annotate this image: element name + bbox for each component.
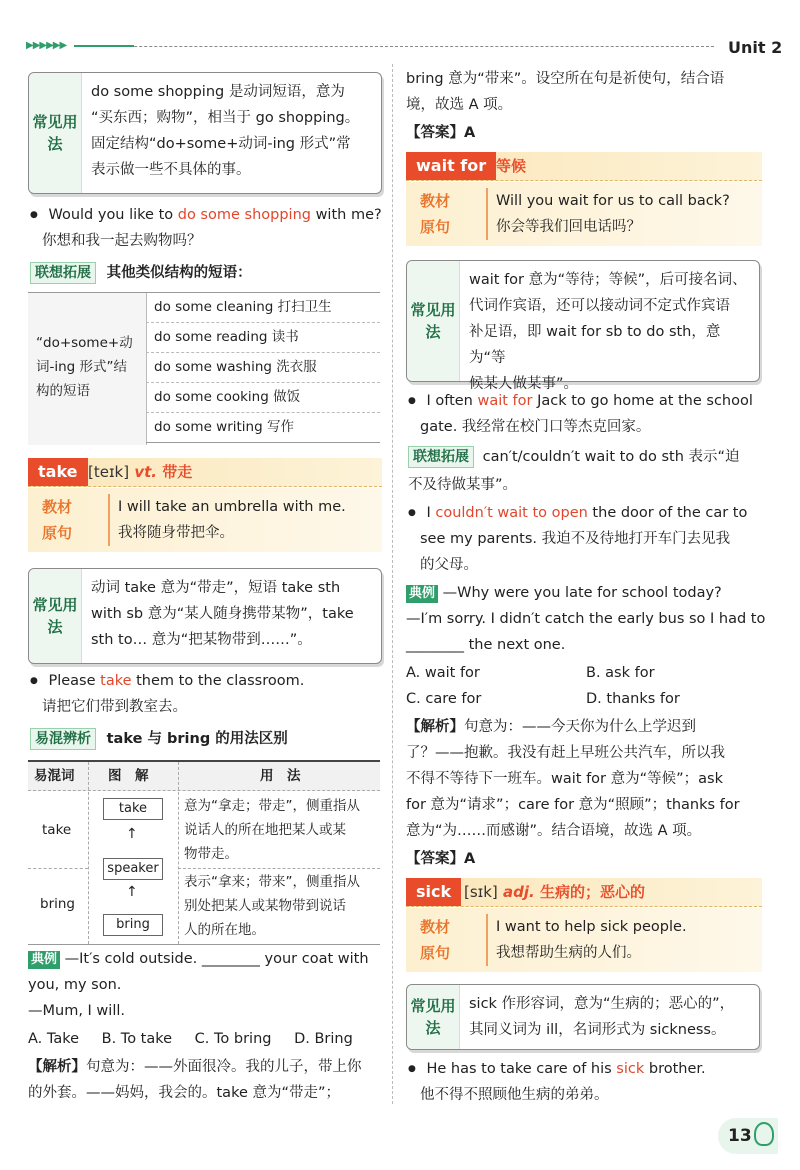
exercise2-line-3: ________ the next one. bbox=[406, 637, 566, 653]
word-bar-wait-for bbox=[406, 152, 762, 181]
phrase-row: do some writing 写作 bbox=[146, 413, 380, 443]
lightbulb-icon bbox=[754, 1122, 774, 1146]
analysis-line-2: 的外套。——妈妈，我会的。take 意为“带走”； bbox=[28, 1085, 341, 1101]
comparison-table bbox=[28, 760, 380, 945]
assoc-heading-2: 联想拓展 can′t/couldn′t wait to do sth 表示“迫 bbox=[408, 444, 740, 470]
example-sentence-3-cont: gate. 我经常在校门口等杰克回家。 bbox=[420, 419, 651, 435]
exercise-line-3: —Mum, I will. bbox=[28, 1003, 125, 1019]
example-translation-1: 你想和我一起去购物吗？ bbox=[42, 233, 202, 249]
usage-text: 动词 take 意为“带走”，短语 take sth with sb 意为“某人随身携带某物”，take sth to… 意为“把某物带到……”。 bbox=[91, 580, 354, 648]
phrase-row: do some washing 洗衣服 bbox=[146, 353, 380, 383]
cmp-usage-take: 意为“拿走；带走”，侧重指从 说话人的所在地把某人或某 物带走。 bbox=[184, 798, 360, 862]
analysis2-line-2: 了？——抱歉。我没有赶上早班公共汽车，所以我 bbox=[406, 745, 725, 761]
example-sentence-3: ● I often wait for Jack to go home at the school bbox=[408, 388, 753, 416]
diagram-arrow: ↑ bbox=[126, 826, 138, 842]
diagram-bring: bring bbox=[103, 914, 163, 936]
diagram-arrow: ↑ bbox=[126, 884, 138, 900]
orig-text: I want to help sick people. 我想帮助生病的人们。 bbox=[486, 914, 687, 966]
word-bar-take bbox=[28, 458, 382, 487]
original-sentence-sick bbox=[406, 908, 762, 972]
cmp-word-bring: bring bbox=[40, 896, 75, 912]
exercise2-option-d: D. thanks for bbox=[586, 691, 680, 707]
word-bar-sick bbox=[406, 878, 762, 907]
original-sentence-take bbox=[28, 488, 382, 552]
word-definition: 等候 bbox=[496, 157, 527, 175]
exercise-line-2: you, my son. bbox=[28, 977, 122, 993]
usage-box-3 bbox=[406, 260, 760, 392]
usage-tag: 常见用法 bbox=[29, 73, 82, 193]
continued-line-2: 境，故选 A 项。 bbox=[406, 97, 513, 113]
diagram-speaker: speaker bbox=[103, 858, 163, 880]
usage-text: sick 作形容词，意为“生病的；恶心的”， 其同义词为 ill，名词形式为 sickness。 bbox=[469, 996, 735, 1038]
cmp-usage-bring: 表示“拿来；带来”，侧重指从 别处把某人或某物带到说话 人的所在地。 bbox=[184, 874, 360, 938]
exercise2-line-2: —I′m sorry. I didn′t catch the early bus so I had to bbox=[406, 611, 766, 627]
word-tag: wait for bbox=[406, 152, 496, 180]
example-sentence-4-cont: see my parents. 我迫不及待地打开车门去见我 bbox=[420, 531, 731, 547]
column-divider bbox=[392, 64, 393, 1104]
page-number: 13 bbox=[728, 1126, 752, 1146]
exercise2-option-a: A. wait for bbox=[406, 665, 480, 681]
header-arrows: ▶▶▶▶▶▶ bbox=[26, 40, 67, 51]
cmp-word-take: take bbox=[42, 822, 72, 838]
example-sentence-1: ● Would you like to do some shopping with me? bbox=[30, 202, 382, 230]
usage-tag: 常见用法 bbox=[407, 985, 460, 1049]
usage-box-4 bbox=[406, 984, 760, 1050]
page-number-badge bbox=[718, 1118, 778, 1154]
word-tag: take bbox=[28, 458, 88, 486]
exercise-options: A. Take B. To take C. To bring D. Bring bbox=[28, 1031, 353, 1047]
analysis-line-1: 【解析】句意为：——外面很冷。我的儿子，带上你 bbox=[28, 1059, 362, 1075]
example-sentence-4-cont2: 的父母。 bbox=[420, 557, 478, 573]
orig-tag: 教材 原句 bbox=[42, 498, 73, 542]
exercise2-option-b: B. ask for bbox=[586, 665, 655, 681]
confuse-heading: 易混辨析 take 与 bring 的用法区别 bbox=[30, 726, 288, 752]
word-definition: [teɪk] vt. 带走 bbox=[88, 463, 193, 481]
phrase-row: do some reading 读书 bbox=[146, 323, 380, 353]
orig-text: Will you wait for us to call back? 你会等我们回电话吗？ bbox=[486, 188, 730, 240]
orig-text: I will take an umbrella with me. 我将随身带把伞。 bbox=[108, 494, 346, 546]
analysis2-line-4: for 意为“请求”；care for 意为“照顾”；thanks for bbox=[406, 797, 740, 813]
usage-text: do some shopping 是动词短语，意为 “买东西；购物”，相当于 go shopping。 固定结构“do+some+动词-ing 形式”常 表示做一些不具体的事。 bbox=[91, 84, 360, 178]
exercise2-option-c: C. care for bbox=[406, 691, 482, 707]
phrase-row: do some cleaning 打扫卫生 bbox=[146, 293, 380, 323]
answer-2: 【答案】A bbox=[406, 851, 476, 867]
exercise2-line-1: 典例 —Why were you late for school today? bbox=[406, 580, 722, 606]
phrase-row: do some cooking 做饭 bbox=[146, 383, 380, 413]
example-sentence-5: ● He has to take care of his sick brother. bbox=[408, 1056, 706, 1084]
usage-box-2 bbox=[28, 568, 382, 664]
usage-box-1 bbox=[28, 72, 382, 194]
right-column bbox=[406, 0, 764, 1170]
assoc-line-2: 不及待做某事”。 bbox=[408, 477, 518, 493]
unit-title: Unit 2 bbox=[728, 38, 783, 57]
orig-tag: 教材 原句 bbox=[420, 918, 451, 962]
phrase-table bbox=[28, 292, 380, 445]
continued-line-1: bring 意为“带来”。设空所在句是祈使句，结合语 bbox=[406, 71, 725, 87]
exercise-line-1: 典例 —It′s cold outside. ________ your coat with bbox=[28, 946, 369, 972]
usage-text: wait for 意为“等待；等候”，后可接名词、 代词作宾语，还可以接动词不定式作宾语 补足语，即 wait for sb to do sth，意为“等 候某人做某事”。 bbox=[469, 272, 747, 392]
example-sentence-4: ● I couldn′t wait to open the door of the car to bbox=[408, 500, 747, 528]
assoc-heading-1: 联想拓展 其他类似结构的短语： bbox=[30, 260, 252, 286]
analysis2-line-5: 意为“为……而感谢”。结合语境，故选 A 项。 bbox=[406, 823, 702, 839]
usage-tag: 常见用法 bbox=[29, 569, 82, 663]
answer-1: 【答案】A bbox=[406, 125, 476, 141]
left-column bbox=[28, 0, 384, 1170]
phrase-table-label: “do+some+动 词-ing 形式”结 构的短语 bbox=[28, 293, 147, 445]
analysis2-line-1: 【解析】句意为：——今天你为什么上学迟到 bbox=[406, 719, 696, 735]
word-tag: sick bbox=[406, 878, 461, 906]
original-sentence-wait bbox=[406, 182, 762, 246]
analysis2-line-3: 不得不等待下一班车。wait for 意为“等候”；ask bbox=[406, 771, 723, 787]
diagram-take: take bbox=[103, 798, 163, 820]
orig-tag: 教材 原句 bbox=[420, 192, 451, 236]
example-translation-2: 请把它们带到教室去。 bbox=[42, 699, 187, 715]
usage-tag: 常见用法 bbox=[407, 261, 460, 381]
example-translation-5: 他不得不照顾他生病的弟弟。 bbox=[420, 1087, 609, 1103]
word-definition: [sɪk] adj. 生病的；恶心的 bbox=[464, 883, 645, 901]
example-sentence-2: ● Please take them to the classroom. bbox=[30, 668, 304, 696]
cmp-header: 易混词 图 解 用 法 bbox=[28, 762, 380, 791]
